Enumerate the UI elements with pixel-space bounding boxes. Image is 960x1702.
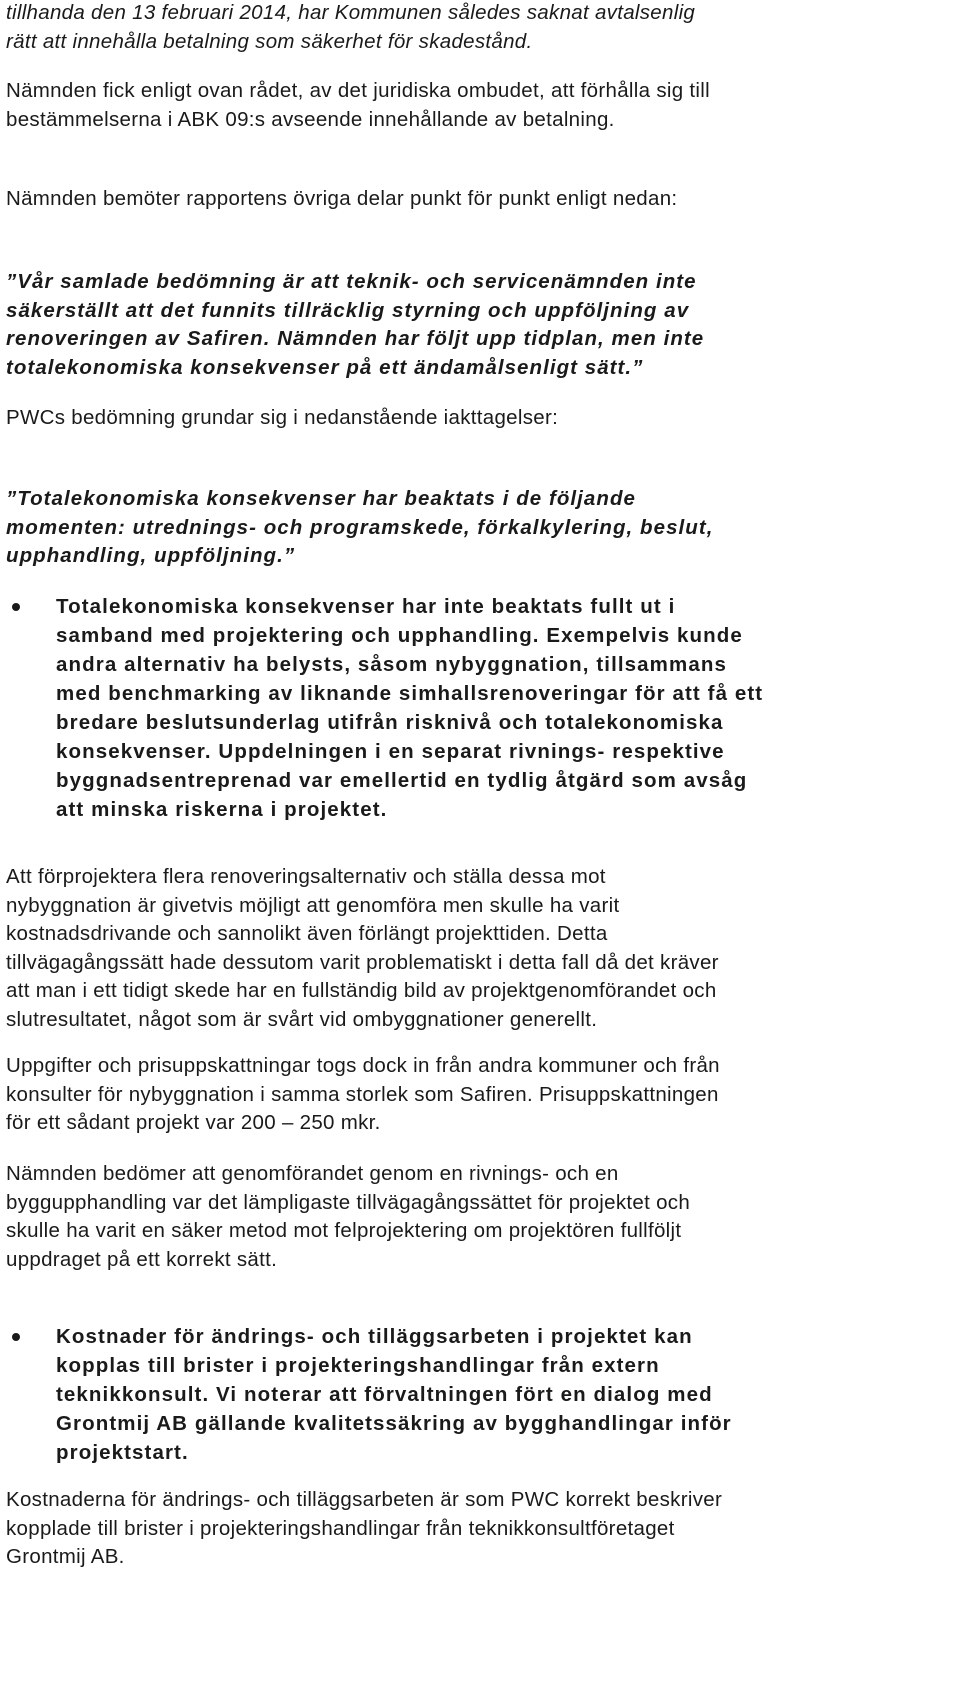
intro-paragraph: tillhanda den 13 februari 2014, har Kommunen således saknat avtalsenlig rätt att innehålla betalning som säkerhet för skadestånd. — [6, 1, 696, 53]
body-paragraph-forprojektera: Att förprojektera flera renoveringsalternativ och ställa dessa mot nybyggnation är givetvis möjligt att genomföra men skulle ha varit kostnadsdrivande och sannolikt även förlängt projekttiden. Detta tillvägagångssätt hade dessutom varit problematiskt i detta fall då det kräver att man i ett tidigt skede har en fullständig bild av projektgenomförandet och slutresultatet, något som är svårt vid ombyggnationer generellt. — [6, 865, 719, 1031]
body-paragraph-ombud: Nämnden fick enligt ovan rådet, av det juridiska ombudet, att förhålla sig till bestämmelserna i ABK 09:s avseende innehållande av betalning. — [6, 79, 710, 131]
body-paragraph-uppgifter: Uppgifter och prisuppskattningar togs dock in från andra kommuner och från konsulter för nybyggnation i samma storlek som Safiren. Prisuppskattningen för ett sådant projekt var 200 – 250 mkr. — [6, 1054, 720, 1134]
bullet-dot-icon — [12, 603, 20, 611]
bullet-dot-icon — [12, 1333, 20, 1341]
body-paragraph-bemoter: Nämnden bemöter rapportens övriga delar punkt för punkt enligt nedan: — [6, 187, 678, 210]
body-paragraph-kostnaderna: Kostnaderna för ändrings- och tilläggsarbeten är som PWC korrekt beskriver kopplade till brister i projekteringshandlingar från teknikkonsultföretaget Grontmij AB. — [6, 1488, 723, 1568]
quote-samlade-bedomning: ”Vår samlade bedömning är att teknik- och servicenämnden inte säkerställt att det funnits tillräcklig styrning och uppföljning av renoveringen av Safiren. Nämnden har följt upp tidplan, men inte totalekonomiska konsekvenser på ett ändamålsenligt sätt.” — [6, 270, 705, 379]
quote-totalekonomiska: ”Totalekonomiska konsekvenser har beaktats i de följande momenten: utrednings- och programskede, förkalkylering, beslut, upphandling, uppföljning.” — [6, 487, 714, 567]
bullet-text-projektering: Totalekonomiska konsekvenser har inte beaktats fullt ut i samband med projektering och upphandling. Exempelvis kunde andra alternativ ha belysts, såsom nybyggnation, tillsammans med benchmarking av liknande simhallsrenoveringar för att få ett bredare beslutsunderlag utifrån risknivå och totalekonomiska konsekvenser. Uppdelningen i en separat rivnings- respektive byggnadsentreprenad var emellertid en tydlig åtgärd som avsåg att minska riskerna i projektet. — [56, 595, 764, 821]
body-paragraph-pwc: PWCs bedömning grundar sig i nedanstående iakttagelser: — [6, 406, 559, 429]
bullet-text-kostnader: Kostnader för ändrings- och tilläggsarbeten i projektet kan kopplas till brister i projekteringshandlingar från extern teknikkonsult. Vi noterar att förvaltningen fört en dialog med Grontmij AB gällande kvalitetssäkring av bygghandlingar inför projektstart. — [56, 1325, 732, 1464]
body-paragraph-genomforandet: Nämnden bedömer att genomförandet genom en rivnings- och en byggupphandling var det lämpligaste tillvägagångssättet för projektet och skulle ha varit en säker metod mot felprojektering om projektören fullföljt uppdraget på ett korrekt sätt. — [6, 1162, 691, 1271]
